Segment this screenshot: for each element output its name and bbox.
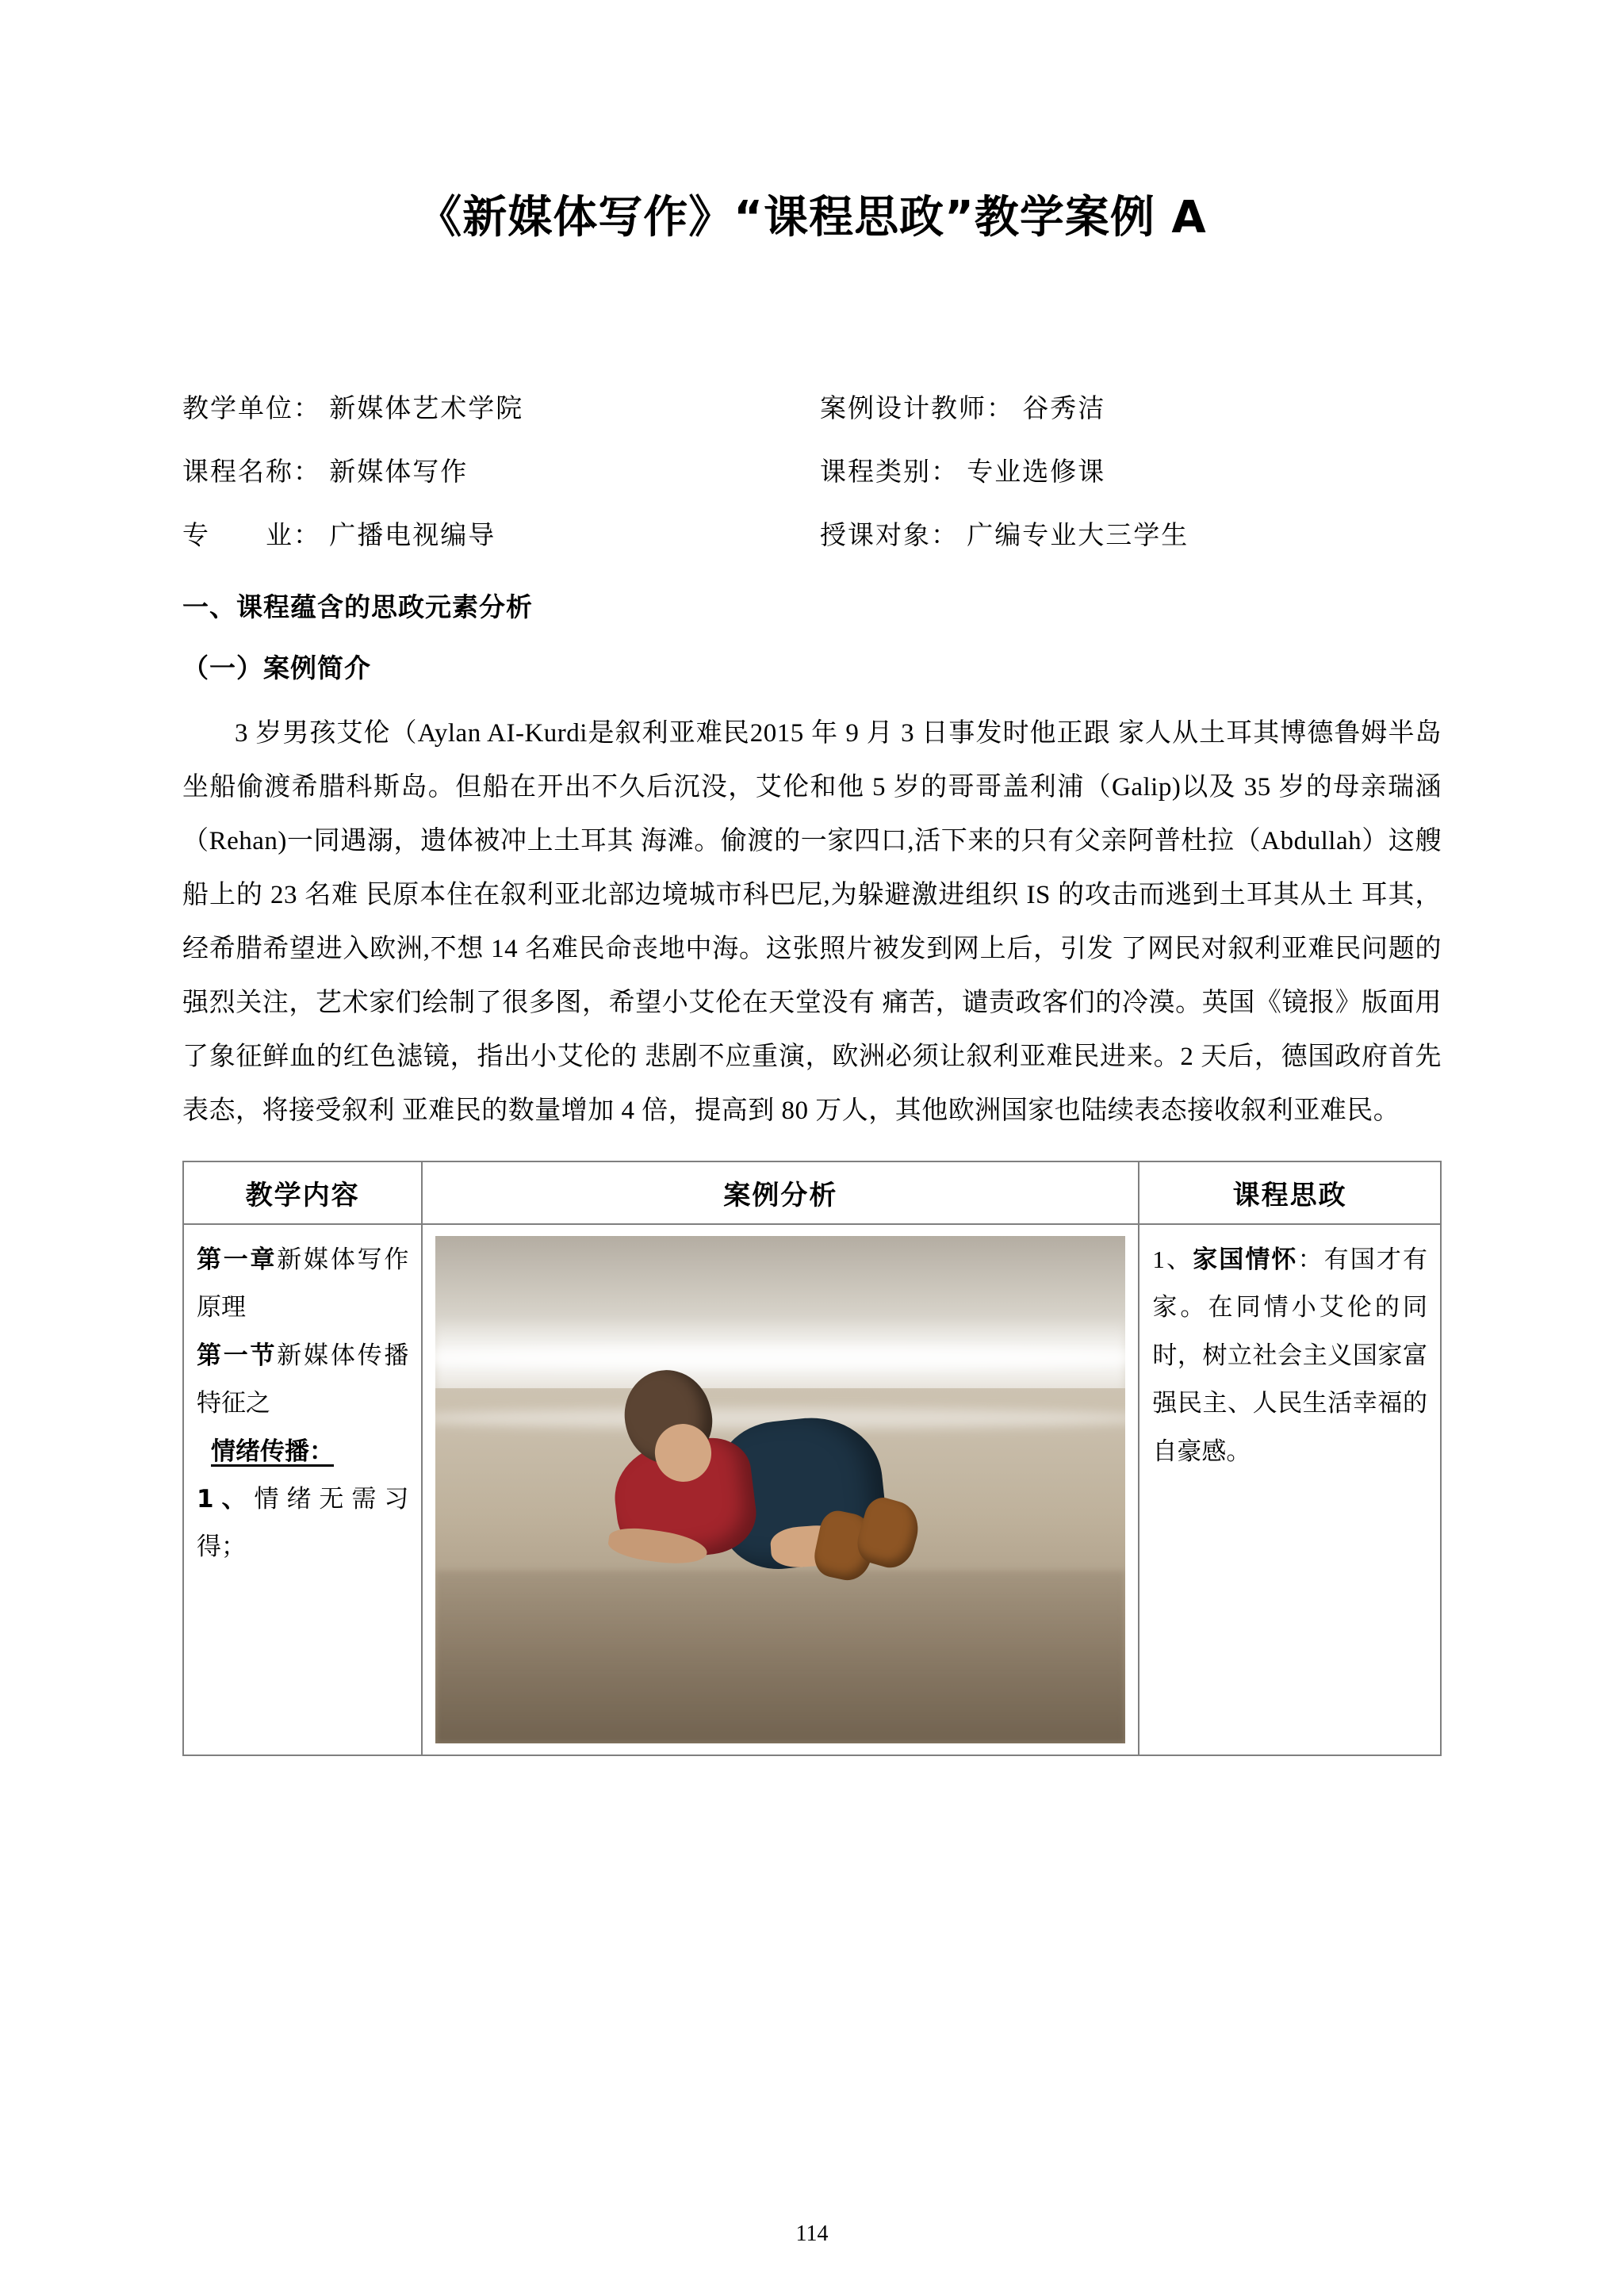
- subsection-heading-1: （一）案例简介: [182, 652, 371, 683]
- cell-teaching-content: [183, 1224, 422, 1755]
- ideology-keyword: 家国情怀: [1193, 1245, 1298, 1274]
- case-designer: 案例设计教师： 谷秀洁: [820, 395, 1106, 423]
- teaching-content-line-1: [197, 1236, 408, 1332]
- emotion-transmission-label: 情绪传播：: [211, 1437, 334, 1466]
- audience: 授课对象： 广编专业大三学生: [820, 522, 1189, 550]
- section-text: 新媒体传播特征之: [197, 1341, 409, 1418]
- chapter-label: 第一章: [197, 1245, 278, 1274]
- table-header-row: [183, 1161, 1441, 1224]
- ideology-point-1: [1152, 1236, 1427, 1475]
- course-name: 课程名称： 新媒体写作: [182, 458, 469, 487]
- teaching-content-line-3: [197, 1428, 408, 1475]
- chapter-text: 新媒体写作原理: [197, 1245, 409, 1322]
- page-number: 114: [795, 2221, 829, 2246]
- teaching-content-line-2: [197, 1332, 408, 1428]
- table-header-ideology: 课程思政: [1139, 1161, 1441, 1224]
- item-text: 情绪无需习得；: [197, 1484, 409, 1561]
- metadata-block: [182, 396, 1442, 549]
- metadata-row: [182, 523, 1442, 549]
- metadata-row: [182, 396, 1442, 423]
- page-title: 《新媒体写作》“课程思政”教学案例 A: [417, 192, 1207, 243]
- case-photo: [435, 1236, 1125, 1743]
- major: 专 业： 广播电视编导: [182, 522, 496, 550]
- table-header-teaching-content: 教学内容: [183, 1161, 422, 1224]
- ideology-text: ：有国才有家。在同情小艾伦的同时，树立社会主义国家富强民主、人民生活幸福的自豪感。: [1152, 1245, 1428, 1465]
- photo-wave-line: [435, 1348, 1125, 1368]
- metadata-row: [182, 460, 1442, 486]
- teaching-unit: 教学单位： 新媒体艺术学院: [182, 395, 524, 423]
- section-heading-1: 一、课程蕴含的思政元素分析: [182, 591, 533, 622]
- course-category: 课程类别： 专业选修课: [820, 458, 1106, 487]
- table-row: [183, 1224, 1441, 1755]
- table-header-case-analysis: 案例分析: [422, 1161, 1139, 1224]
- section-label: 第一节: [197, 1341, 278, 1370]
- teaching-content-line-4: [197, 1475, 408, 1571]
- case-table: [182, 1161, 1442, 1756]
- item-number: 1、: [197, 1484, 255, 1513]
- case-introduction-paragraph: 3 岁男孩艾伦（Aylan AI-Kurdi是叙利亚难民2015 年 9 月 3 日事发时他正跟 家人从土耳其博德鲁姆半岛坐船偷渡希腊科斯岛。但船在开出不久后沉没，艾伦和他 5 岁的哥哥盖利浦（Galip)以及 35 岁的母亲瑞涵（Rehan)一同遇溺，遗体被冲上土耳其 海滩。偷渡的一家四口,活下来的只有父亲阿普杜拉（Abdullah）这艘船上的 23 名难 民原本住在叙利亚北部边境城市科巴尼,为躲避激进组织 IS 的攻击而逃到土耳其从土 耳其，经希腊希望进入欧洲,不想 14 名难民命丧地中海。这张照片被发到网上后，引发 了网民对叙利亚难民问题的强烈关注，艺术家们绘制了很多图，希望小艾伦在天堂没有 痛苦，谴责政客们的冷漠。英国《镜报》版面用了象征鲜血的红色滤镜，指出小艾伦的 悲剧不应重演，欧洲必须让叙利亚难民进来。2 天后，德国政府首先表态，将接受叙利 亚难民的数量增加 4 倍，提高到 80 万人，其他欧洲国家也陆续表态接收叙利亚难民。: [182, 719, 1442, 1125]
- photo-figure: [615, 1388, 947, 1612]
- cell-case-analysis: [422, 1224, 1139, 1755]
- cell-ideology: [1139, 1224, 1441, 1755]
- ideology-number: 1、: [1152, 1245, 1193, 1273]
